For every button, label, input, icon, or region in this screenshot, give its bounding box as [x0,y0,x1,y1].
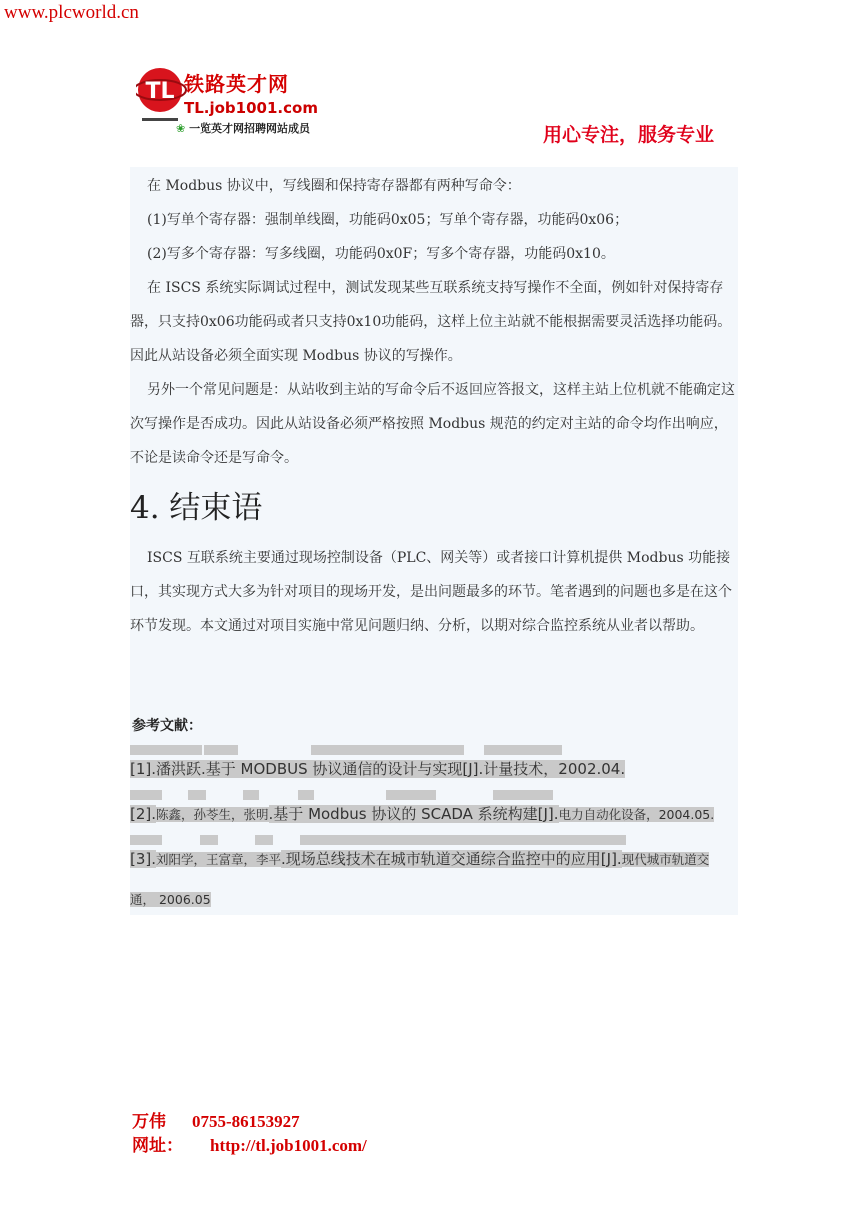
reference-2-source: 电力自动化设备，2004.05. [558,807,715,822]
paragraph-3: (2)写多个寄存器：写多线圈，功能码0x0F；写多个寄存器，功能码0x10。 [147,246,615,262]
highlight-strip [386,790,436,800]
website-label: 网址： [132,1136,183,1155]
section-heading: 4. 结束语 [130,490,263,526]
logo-name: 铁路英才网 [184,72,289,96]
references-title: 参考文献： [132,718,202,734]
reference-2 [130,800,738,828]
contact-line [132,1110,367,1134]
highlight-strip [188,790,206,800]
paragraph-5: 另外一个常见问题是：从站收到主站的写命令后不返回应答报文，这样主站上位机就不能确定这次写操作是否成功。因此从站设备必须严格按照 Modbus 规范的约定对主站的命令均作出响应，不论是读命令还是写命令。 [130,382,735,466]
contact-name: 万伟 [132,1112,166,1131]
reference-3-source: 现代城市轨道交 [621,852,710,867]
highlight-strip [204,745,238,755]
reference-3-source-end: 通， 2006.05 [130,892,211,907]
highlight-strip [243,790,259,800]
highlight-strip [255,835,273,845]
highlight-strip [484,745,562,755]
contact-phone: 0755-86153927 [192,1112,300,1131]
paragraph-1: 在 Modbus 协议中，写线圈和保持寄存器都有两种写命令： [147,178,521,194]
reference-3-authors: 刘阳学，王富章，李平 [156,852,282,867]
highlight-strip [130,790,162,800]
highlight-strip [493,790,553,800]
highlight-strip [200,835,218,845]
site-url[interactable]: www.plcworld.cn [4,2,139,23]
paragraph-2: (1)写单个寄存器：强制单线圈，功能码0x05；写单个寄存器，功能码0x06； [147,212,629,228]
website-link[interactable]: http://tl.job1001.com/ [210,1136,367,1155]
reference-3-continued [130,885,738,913]
website-line [132,1134,367,1158]
highlight-strip [130,745,202,755]
paragraph-6: ISCS 互联系统主要通过现场控制设备（PLC、网关等）或者接口计算机提供 Modbus 功能接口，其实现方式大多为针对项目的现场开发，是出问题最多的环节。笔者遇到的问题也多是在这个环节发现。本文通过对项目实施中常见问题归纳、分析，以期对综合监控系统从业者以帮助。 [130,550,732,634]
reference-2-title: .基于 Modbus 协议的 SCADA 系统构建[J]. [268,805,559,823]
reference-2-index: [2]. [130,805,157,823]
logo-tagline [176,120,310,136]
article-body [130,167,738,915]
highlight-strip [311,745,464,755]
highlight-strip [298,790,314,800]
logo-domain: TL.job1001.com [184,99,318,117]
reference-2-authors: 陈鑫，孙苓生，张明 [156,807,269,822]
footer-contact [132,1110,367,1158]
svg-text:TL: TL [145,79,175,104]
highlight-strip [300,835,626,845]
header-slogan: 用心专注，服务专业 [542,124,714,146]
reference-3 [130,845,738,873]
leaf-icon: ❀ [176,122,186,135]
reference-3-title: .现场总线技术在城市轨道交通综合监控中的应用[J]. [281,850,622,868]
reference-3-index: [3]. [130,850,157,868]
logo-tagline-text: 一览英才网招聘网站成员 [189,122,311,135]
reference-1-text: [1].潘洪跃.基于 MODBUS 协议通信的设计与实现[J].计量技术，2002.04. [130,760,626,778]
logo [136,60,326,140]
paragraph-4: 在 ISCS 系统实际调试过程中，测试发现某些互联系统支持写操作不全面，例如针对保持寄存器，只支持0x06功能码或者只支持0x10功能码，这样上位主站就不能根据需要灵活选择功能码。因此从站设备必须全面实现 Modbus 协议的写操作。 [130,280,732,364]
reference-1 [130,755,738,783]
highlight-strip [130,835,162,845]
logo-text [184,68,318,117]
